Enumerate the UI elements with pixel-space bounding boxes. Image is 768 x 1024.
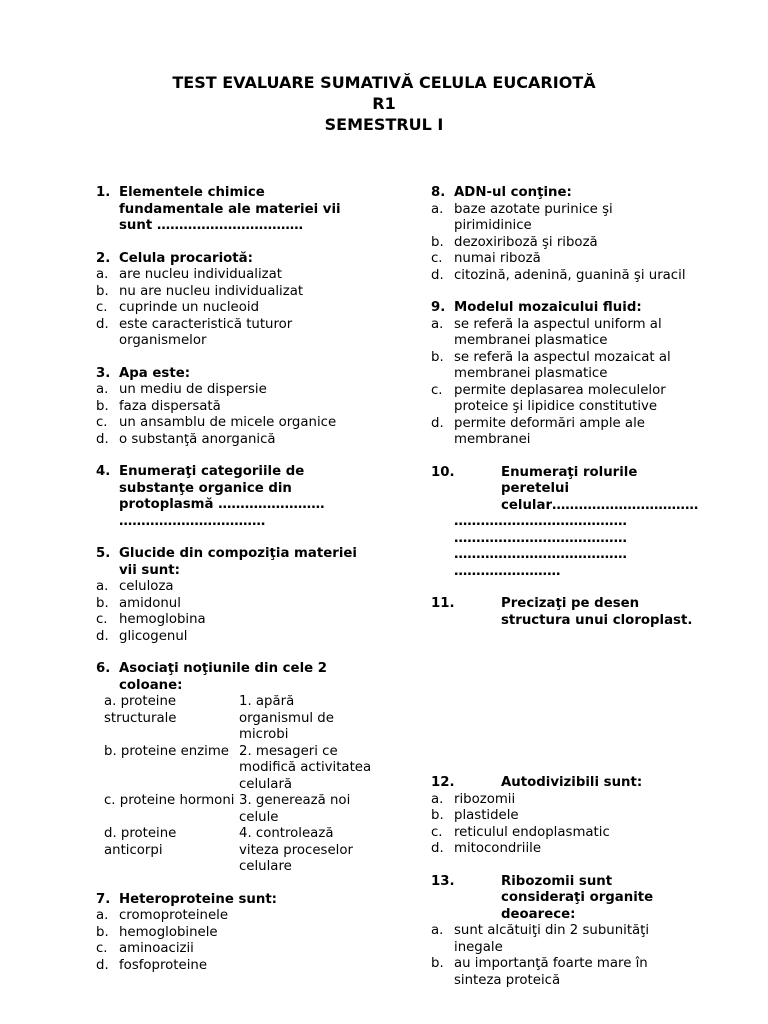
answer-option — [96, 629, 372, 646]
left-column — [96, 185, 372, 990]
option-letter: a. — [96, 382, 109, 397]
association-right: 2. mesageri ce modifică activitatea celulară — [239, 743, 372, 792]
option-letter: d. — [431, 841, 444, 856]
option-text: reticulul endoplasmatic — [454, 824, 610, 840]
question-text: Enumeraţi categoriile de substanţe organice din protoplasmă …………………… — [119, 464, 325, 512]
question-text: ADN-ul conţine: — [454, 185, 572, 200]
association-row — [104, 694, 372, 744]
option-text: glicogenul — [119, 628, 188, 644]
question-number: 8. — [431, 185, 446, 200]
question-number: 5. — [96, 546, 111, 561]
option-letter: a. — [431, 791, 444, 807]
option-text: permite deformări ample ale membranei — [454, 415, 645, 447]
answer-option — [431, 792, 693, 809]
option-text: sunt alcătuiţi din 2 subunităţi inegale — [454, 923, 650, 955]
option-text: fosfoproteine — [119, 957, 208, 973]
option-text: are nucleu individualizat — [119, 267, 282, 282]
answer-option — [431, 383, 693, 416]
answer-option — [431, 350, 693, 383]
question-number: 10. — [431, 464, 455, 480]
association-row — [104, 793, 372, 826]
option-text: hemoglobina — [119, 612, 206, 627]
answer-option — [431, 956, 693, 989]
option-letter: d. — [96, 957, 109, 973]
question-number: 4. — [96, 464, 111, 479]
option-text: se referă la aspectul uniform al membranei plasmatice — [454, 316, 662, 348]
association-table — [104, 694, 372, 876]
question-number: 1. — [96, 185, 111, 200]
option-letter: a. — [431, 923, 444, 938]
option-text: hemoglobinele — [119, 924, 218, 940]
question-9 — [431, 300, 693, 449]
option-text: baze azotate purinice şi pirimidinice — [454, 201, 613, 233]
option-text: citozină, adenină, guanină şi uracil — [454, 267, 686, 283]
option-text: permite deplasarea moleculelor proteice şi lipidice constitutive — [454, 382, 666, 414]
question-text: Ribozomii sunt consideraţi organite deoarece: — [501, 873, 654, 922]
answer-option — [96, 432, 372, 449]
answer-option — [96, 317, 372, 350]
option-text: este caracteristică tuturor organismelor — [119, 316, 293, 348]
question-text: Celula procariotă: — [119, 250, 253, 266]
option-letter: c. — [431, 382, 443, 398]
question-number: 11. — [431, 596, 455, 611]
option-letter: b. — [96, 595, 109, 611]
question-1 — [96, 185, 372, 235]
question-12 — [431, 775, 693, 858]
question-text: Asociaţi noţiunile din cele 2 coloane: — [119, 661, 328, 693]
page-header — [0, 72, 768, 135]
question-text: Autodivizibili sunt: — [501, 775, 643, 790]
question-4 — [96, 464, 372, 530]
option-letter: b. — [431, 234, 444, 250]
option-text: cromoproteinele — [119, 908, 229, 923]
option-letter: c. — [96, 612, 108, 627]
answer-option — [431, 841, 693, 858]
option-text: un mediu de dispersie — [119, 382, 267, 397]
question-text: Heteroproteine sunt: — [119, 891, 277, 907]
option-letter: b. — [96, 283, 109, 299]
page-subtitle-semester: SEMESTRUL I — [324, 115, 444, 134]
association-row — [104, 826, 372, 876]
question-8 — [431, 185, 693, 284]
option-text: se referă la aspectul mozaicat al membranei plasmatice — [454, 349, 671, 381]
option-letter: d. — [96, 316, 109, 332]
option-text: dezoxiriboză şi riboză — [454, 234, 598, 250]
option-text: numai riboză — [454, 251, 541, 266]
option-letter: d. — [431, 415, 444, 431]
question-13 — [431, 874, 693, 990]
answer-option — [96, 612, 372, 629]
answer-option — [96, 300, 372, 317]
question-6 — [96, 661, 372, 876]
question-11 — [431, 596, 693, 629]
option-text: cuprinde un nucleoid — [119, 300, 260, 315]
association-left: b. proteine enzime — [104, 743, 229, 759]
question-number: 7. — [96, 891, 111, 907]
option-letter: c. — [431, 251, 443, 266]
option-letter: c. — [96, 300, 108, 315]
answer-option — [96, 267, 372, 284]
answer-option — [96, 579, 372, 596]
association-left: c. proteine hormoni — [104, 793, 235, 808]
option-letter: d. — [431, 267, 444, 283]
question-number: 6. — [96, 661, 111, 676]
association-row — [104, 744, 372, 794]
answer-option — [96, 925, 372, 942]
question-text: Enumeraţi rolurile peretelui celular…………………………… — [501, 464, 699, 513]
option-letter: c. — [431, 824, 443, 840]
question-number: 9. — [431, 300, 446, 315]
option-text: ribozomii — [454, 791, 516, 807]
answer-option — [431, 317, 693, 350]
question-2 — [96, 251, 372, 350]
answer-blank[interactable]: ………………………………… — [454, 530, 627, 546]
option-letter: a. — [96, 908, 109, 923]
option-text: amidonul — [119, 595, 181, 611]
option-text: celuloza — [119, 579, 174, 594]
option-text: plastidele — [454, 808, 519, 823]
answer-option — [431, 202, 693, 235]
question-text: Elementele chimice fundamentale ale materiei vii sunt …………………………… — [119, 185, 341, 233]
option-letter: b. — [431, 349, 444, 365]
option-letter: d. — [96, 431, 109, 447]
question-number: 2. — [96, 250, 111, 266]
option-text: nu are nucleu individualizat — [119, 283, 304, 299]
option-text: au importanţă foarte mare în sinteza proteică — [454, 956, 648, 988]
question-3 — [96, 366, 372, 449]
option-letter: a. — [96, 267, 109, 282]
answer-option — [96, 399, 372, 416]
option-letter: c. — [96, 941, 108, 956]
answer-option — [96, 415, 372, 432]
association-left: d. proteine anticorpi — [104, 826, 177, 858]
association-right: 1. apără organismul de microbi — [239, 694, 334, 742]
answer-blank[interactable]: …………………………… — [119, 513, 266, 529]
answer-blank[interactable]: …………………… — [454, 563, 561, 579]
answer-option — [96, 941, 372, 958]
answer-option — [431, 268, 693, 285]
option-text: o substanţă anorganică — [119, 431, 276, 447]
page-subtitle-variant: R1 — [372, 94, 396, 113]
right-column — [431, 185, 699, 1005]
question-text: Precizaţi pe desen structura unui cloroplast. — [501, 596, 693, 628]
question-text: Glucide din compoziţia materiei vii sunt: — [119, 546, 357, 578]
option-letter: a. — [431, 316, 444, 332]
question-number: 13. — [431, 873, 455, 889]
question-number: 3. — [96, 365, 111, 381]
answer-option — [96, 382, 372, 399]
answer-blank[interactable]: ………………………………… — [454, 547, 627, 562]
option-letter: c. — [96, 415, 108, 430]
answer-option — [431, 235, 693, 252]
option-letter: a. — [96, 579, 109, 594]
option-letter: d. — [96, 628, 109, 644]
answer-blank[interactable]: ………………………………… — [454, 514, 627, 529]
question-5 — [96, 546, 372, 645]
answer-option — [96, 958, 372, 975]
option-letter: b. — [96, 924, 109, 940]
option-letter: b. — [431, 808, 444, 823]
option-text: un ansamblu de micele organice — [119, 415, 337, 430]
answer-option — [431, 923, 693, 956]
page-title: TEST EVALUARE SUMATIVĂ CELULA EUCARIOTĂ — [172, 73, 596, 92]
answer-option — [96, 596, 372, 613]
answer-option — [431, 251, 693, 268]
question-7 — [96, 892, 372, 975]
option-letter: b. — [431, 956, 444, 971]
option-text: mitocondriile — [454, 841, 542, 856]
answer-option — [431, 808, 693, 825]
option-text: aminoacizii — [119, 941, 194, 956]
association-right: 4. controlează viteza proceselor celulare — [239, 826, 353, 874]
question-text: Apa este: — [119, 365, 191, 381]
answer-option — [96, 284, 372, 301]
option-text: faza dispersată — [119, 398, 221, 414]
answer-option — [431, 825, 693, 842]
question-10 — [431, 464, 699, 581]
question-number: 12. — [431, 775, 455, 790]
answer-option — [96, 908, 372, 925]
answer-option — [431, 416, 693, 449]
association-left: a. proteine structurale — [104, 694, 177, 726]
association-right: 3. generează noi celule — [239, 793, 351, 825]
option-letter: b. — [96, 398, 109, 414]
option-letter: a. — [431, 201, 444, 217]
question-text: Modelul mozaicului fluid: — [454, 300, 642, 315]
